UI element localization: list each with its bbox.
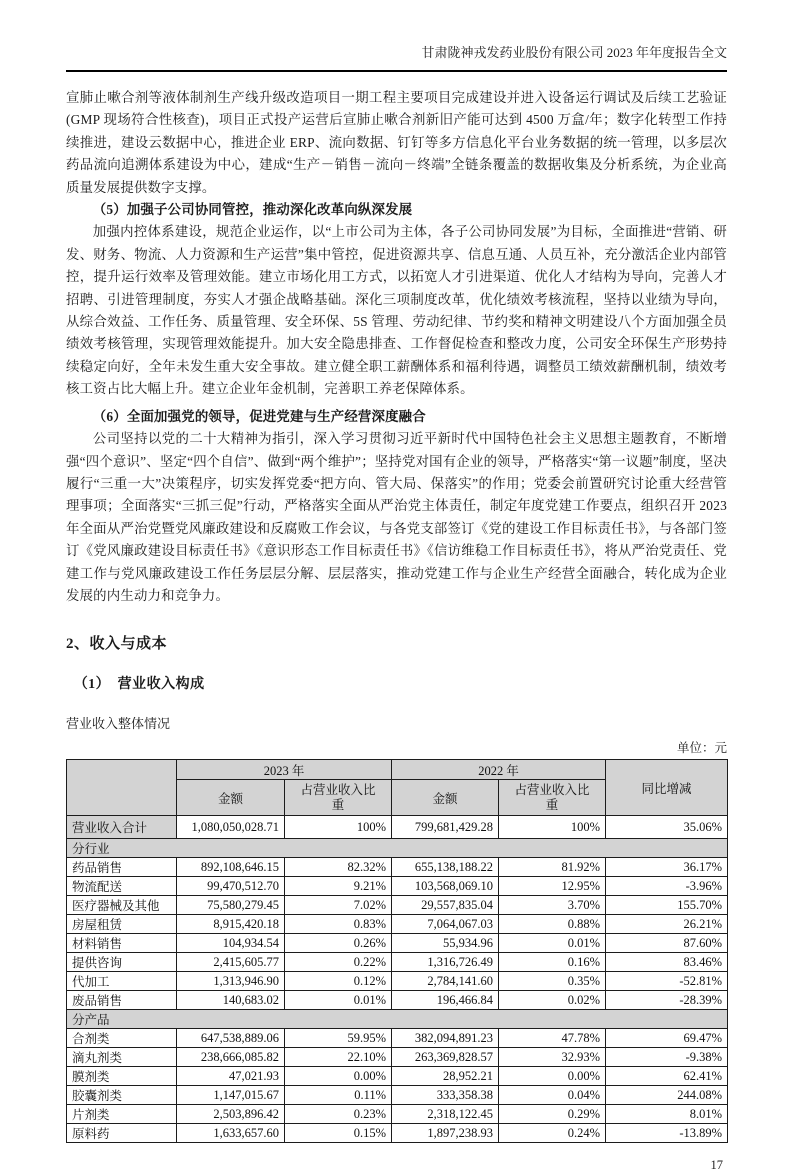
report-header-title: 甘肃陇神戎发药业股份有限公司 2023 年年度报告全文 [421,45,727,60]
yoy-change: 62.41% [606,1067,728,1086]
amount-2023: 140,683.02 [177,991,285,1010]
table-section-row [67,839,728,858]
share-2022: 100% [499,816,606,839]
share-2022: 0.88% [499,915,606,934]
table-row [67,1124,728,1143]
amount-2023: 238,666,085.82 [177,1048,285,1067]
unit-label: 单位：元 [676,741,727,756]
share-2023: 0.00% [285,1067,392,1086]
table-row [67,1048,728,1067]
share-2022-header: 占营业收入比重 [499,780,606,816]
amount-2022: 196,466.84 [392,991,499,1010]
share-2022: 0.02% [499,991,606,1010]
yoy-change: -13.89% [606,1124,728,1143]
share-2023: 100% [285,816,392,839]
row-label: 原料药 [67,1124,177,1143]
table-row [67,1105,728,1124]
share-2023: 0.11% [285,1086,392,1105]
yoy-change: -52.81% [606,972,728,991]
row-label: 胶囊剂类 [67,1086,177,1105]
yoy-change: 36.17% [606,858,728,877]
amount-2022: 1,897,238.93 [392,1124,499,1143]
share-2023: 9.21% [285,877,392,896]
row-label: 医疗器械及其他 [67,896,177,915]
amount-2023: 2,415,605.77 [177,953,285,972]
share-2023: 0.83% [285,915,392,934]
table-row [67,972,728,991]
table-section-row [67,1010,728,1029]
table-row [67,1086,728,1105]
share-2022: 81.92% [499,858,606,877]
amount-2022-header: 金额 [392,780,499,816]
share-2023: 0.22% [285,953,392,972]
share-2022: 0.29% [499,1105,606,1124]
table-row [67,915,728,934]
share-2023: 0.15% [285,1124,392,1143]
table-row [67,877,728,896]
yoy-header: 同比增减 [606,760,728,816]
amount-2023: 1,080,050,028.71 [177,816,285,839]
share-2023: 7.02% [285,896,392,915]
corner-cell [67,760,177,816]
table-caption: 营业收入整体情况 [66,716,171,732]
share-2022: 0.01% [499,934,606,953]
amount-2022: 29,557,835.04 [392,896,499,915]
yoy-change: 69.47% [606,1029,728,1048]
table-row-total [67,816,728,839]
share-2022: 0.00% [499,1067,606,1086]
amount-2022: 103,568,069.10 [392,877,499,896]
year-2022-header: 2022 年 [392,760,606,780]
yoy-change: 155.70% [606,896,728,915]
paragraph-section-5: 加强内控体系建设，规范企业运作，以“上市公司为主体，各子公司协同发展”为目标，全面推进“营销、研发、财务、物流、人力资源和生产运营”集中管控，促进资源共享、信息互通、人员互补，充分激活企业内部管控，提升运行效率及管理效能。建立市场化用工方式，以拓宽人才引进渠道、优化人才结构为导向，完善人才招聘、引进管理制度，夯实人才强企战略基础。深化三项制度改革，优化绩效考核流程，坚持以业绩为导向，从综合效益、工作任务、质量管理、安全环保、5S 管理、劳动纪律、节约奖和精神文明建设八个方面加强全员绩效考核管理，实现管理效能提升。加大安全隐患排查、工作督促检查和整改力度，公司安全环保生产形势持续稳定向好，全年未发生重大安全事故。建立健全职工薪酬体系和福利待遇，调整员工绩效薪酬机制，绩效考核工资占比大幅上升。建立企业年金机制，完善职工养老保障体系。 [66,224,727,397]
amount-2022: 55,934.96 [392,934,499,953]
row-label: 片剂类 [67,1105,177,1124]
amount-2023: 647,538,889.06 [177,1029,285,1048]
row-label: 合剂类 [67,1029,177,1048]
share-2023-header: 占营业收入比重 [285,780,392,816]
row-label: 膜剂类 [67,1067,177,1086]
share-2022: 47.78% [499,1029,606,1048]
table-header-years-row [67,760,728,780]
amount-2023: 75,580,279.45 [177,896,285,915]
amount-2022: 382,094,891.23 [392,1029,499,1048]
row-label: 废品销售 [67,991,177,1010]
share-2023: 59.95% [285,1029,392,1048]
amount-2022: 2,318,122.45 [392,1105,499,1124]
row-label: 药品销售 [67,858,177,877]
amount-2023: 47,021.93 [177,1067,285,1086]
row-label: 物流配送 [67,877,177,896]
share-2023: 22.10% [285,1048,392,1067]
row-label: 代加工 [67,972,177,991]
share-2023: 0.12% [285,972,392,991]
table-row [67,1029,728,1048]
table-row [67,896,728,915]
yoy-change: -28.39% [606,991,728,1010]
amount-2023: 2,503,896.42 [177,1105,285,1124]
share-2022: 0.04% [499,1086,606,1105]
amount-2023: 892,108,646.15 [177,858,285,877]
share-2023: 0.26% [285,934,392,953]
amount-2023: 8,915,420.18 [177,915,285,934]
year-2023-header: 2023 年 [177,760,392,780]
amount-2022: 2,784,141.60 [392,972,499,991]
heading-revenue-and-cost: 2、收入与成本 [66,636,168,653]
heading-section-6: （6）全面加强党的领导，促进党建与生产经营深度融合 [92,408,426,424]
share-2022: 32.93% [499,1048,606,1067]
table-row [67,858,728,877]
yoy-change: 83.46% [606,953,728,972]
share-2022: 12.95% [499,877,606,896]
amount-2023: 1,313,946.90 [177,972,285,991]
yoy-change: 8.01% [606,1105,728,1124]
row-label: 提供咨询 [67,953,177,972]
amount-2023-header: 金额 [177,780,285,816]
table-row [67,991,728,1010]
amount-2022: 655,138,188.22 [392,858,499,877]
amount-2022: 7,064,067.03 [392,915,499,934]
row-label: 滴丸剂类 [67,1048,177,1067]
amount-2023: 1,633,657.60 [177,1124,285,1143]
amount-2023: 104,934.54 [177,934,285,953]
share-2022: 0.16% [499,953,606,972]
section-label: 分产品 [67,1010,728,1029]
paragraph-section-6: 公司坚持以党的二十大精神为指引，深入学习贯彻习近平新时代中国特色社会主义思想主题教育，不断增强“四个意识”、坚定“四个自信”、做到“两个维护”；坚持党对国有企业的领导，严格落实“第一议题”制度，坚决履行“三重一大”决策程序，切实发挥党委“把方向、管大局、保落实”的作用；党委会前置研究讨论重大经营管理事项；全面落实“三抓三促”行动，严格落实全面从严治党主体责任，制定年度党建工作要点，组织召开 2023 年全面从严治党暨党风廉政建设和反腐败工作会议，与各党支部签订《党的建设工作目标责任书》，与各部门签订《党风廉政建设目标责任书》《意识形态工作目标责任书》《信访维稳工作目标责任书》，将从严治党责任、党建工作与党风廉政建设工作任务层层分解、层层落实，推动党建工作与企业生产经营全面融合，转化成为企业发展的内生动力和竞争力。 [66,431,727,603]
heading-section-5: （5）加强子公司协同管控，推动深化改革向纵深发展 [92,202,413,218]
table-row [67,934,728,953]
row-label: 房屋租赁 [67,915,177,934]
yoy-change: 35.06% [606,816,728,839]
share-2023: 0.23% [285,1105,392,1124]
share-2023: 82.32% [285,858,392,877]
page-body [66,87,727,1173]
revenue-composition-table [66,759,728,1143]
yoy-change: 244.08% [606,1086,728,1105]
table-row [67,953,728,972]
yoy-change: -9.38% [606,1048,728,1067]
share-2022: 0.24% [499,1124,606,1143]
row-label: 营业收入合计 [67,816,177,839]
share-2022: 3.70% [499,896,606,915]
heading-revenue-composition: （1） 营业收入构成 [73,677,205,693]
amount-2023: 1,147,015.67 [177,1086,285,1105]
amount-2022: 333,358.38 [392,1086,499,1105]
row-label: 材料销售 [67,934,177,953]
share-2022: 0.35% [499,972,606,991]
page-header [66,44,727,72]
amount-2022: 1,316,726.49 [392,953,499,972]
yoy-change: -3.96% [606,877,728,896]
share-2023: 0.01% [285,991,392,1010]
table-row [67,1067,728,1086]
amount-2022: 28,952.21 [392,1067,499,1086]
yoy-change: 87.60% [606,934,728,953]
amount-2023: 99,470,512.70 [177,877,285,896]
page-number: 17 [710,1158,723,1173]
amount-2022: 799,681,429.28 [392,816,499,839]
yoy-change: 26.21% [606,915,728,934]
amount-2022: 263,369,828.57 [392,1048,499,1067]
section-label: 分行业 [67,839,728,858]
paragraph-production-line: 宣肺止嗽合剂等液体制剂生产线升级改造项目一期工程主要项目完成建设并进入设备运行调试及后续工艺验证(GMP 现场符合性核查)，项目正式投产运营后宣肺止嗽合剂新旧产能可达到 4500 万盒/年；数字化转型工作持续推进，建设云数据中心，推进企业 ERP、流向数据、钉钉等多方信息化平台业务数据的统一管理，以多层次药品流向追溯体系建设为中心，建成“生产－销售－流向－终端”全链条覆盖的数据收集及分析系统，为企业高质量发展提供数字支撑。 [66,90,727,195]
